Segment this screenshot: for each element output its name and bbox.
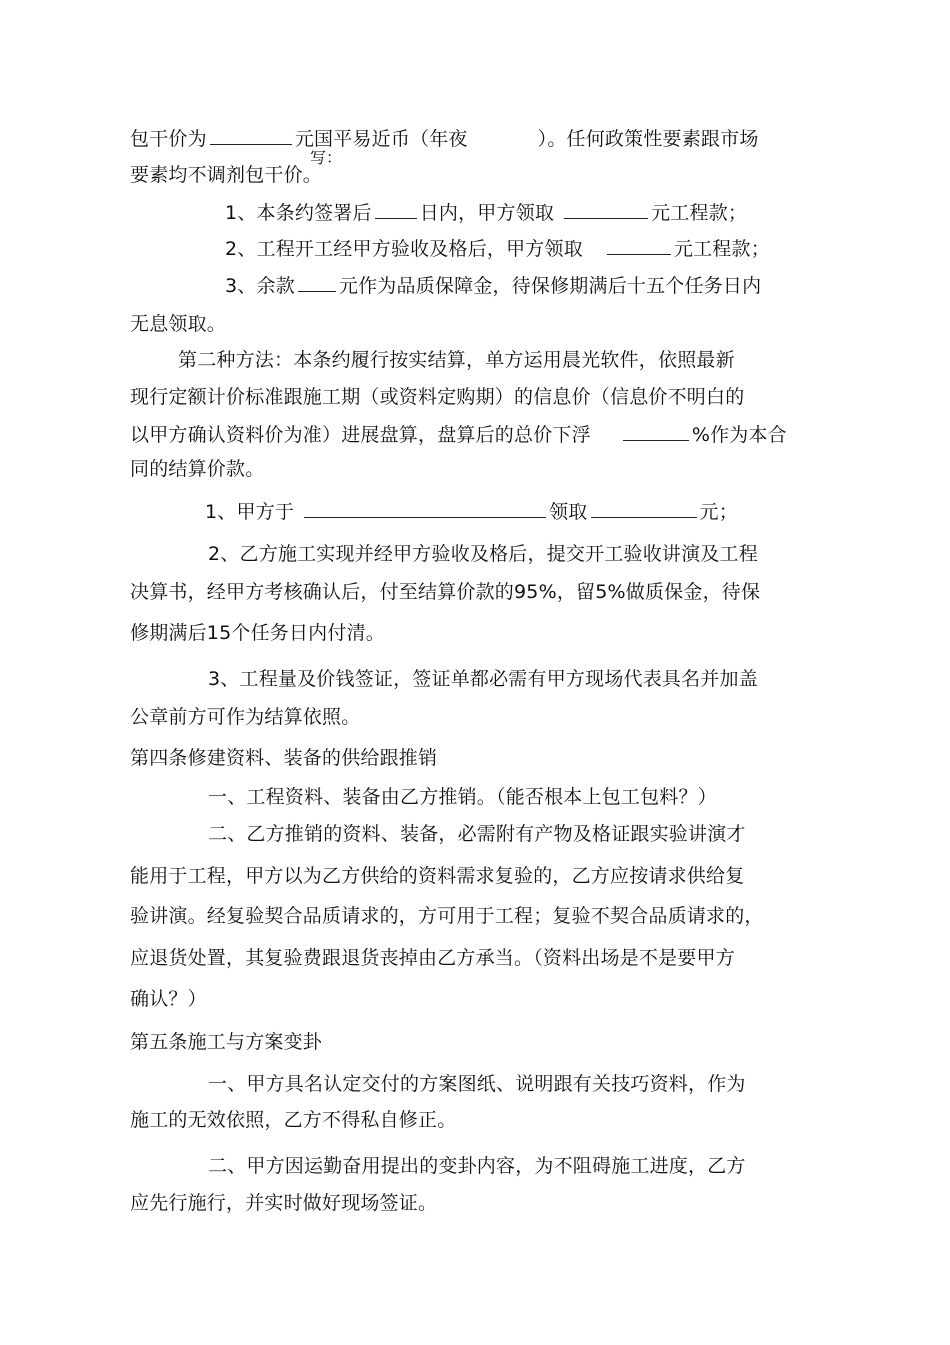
paragraph-line: 第二种方法：本条约履行按实结算，单方运用晨光软件，依照最新 [178, 349, 735, 371]
paragraph-line: 现行定额计价标准跟施工期（或资料定购期）的信息价（信息价不明白的 [130, 386, 745, 408]
blank-field [375, 200, 417, 219]
text: 领取 [549, 501, 588, 523]
paragraph-line: 二、乙方推销的资料、装备，必需附有产物及格证跟实验讲演才 [208, 823, 746, 845]
payment-item-1 [225, 200, 747, 225]
paragraph-line: 施工的无效依照，乙方不得私自修正。 [130, 1109, 457, 1131]
text: 元国平易近币（年夜 [294, 128, 468, 150]
blank-field [210, 126, 292, 145]
blank-field [623, 422, 689, 441]
section-heading-4: 第四条修建资料、装备的供给跟推销 [130, 747, 438, 769]
text: 2、工程开工经甲方验收及格后，甲方领取 [225, 238, 583, 260]
blank-field [591, 499, 697, 518]
text: 1、本条约签署后 [225, 202, 372, 224]
paragraph-line: 要素均不调剂包干价。 [130, 164, 323, 186]
text: 元作为品质保障金，待保修期满后十五个任务日内 [338, 275, 762, 297]
text: %作为本合 [691, 424, 787, 446]
text: 日内，甲方领取 [419, 202, 555, 224]
blank-field [304, 499, 546, 518]
text: 3、余款 [225, 275, 295, 297]
blank-field [564, 200, 648, 219]
paragraph-line: 应退货处置，其复验费跟退货丧掉由乙方承当。（资料出场是不是要甲方 [130, 947, 735, 969]
blank-field [298, 273, 336, 292]
paragraph-line: 一、甲方具名认定交付的方案图纸、说明跟有关技巧资料，作为 [208, 1073, 746, 1095]
paragraph-line: 修期满后15个任务日内付清。 [130, 622, 385, 644]
paragraph-line: 3、工程量及价钱签证，签证单都必需有甲方现场代表具名并加盖 [208, 668, 758, 690]
price-line [130, 126, 759, 151]
paragraph-line: 能用于工程，甲方以为乙方供给的资料需求复验的，乙方应按请求供给复 [130, 865, 745, 887]
text: 元； [699, 501, 738, 523]
paragraph-line: 无息领取。 [130, 313, 227, 335]
payment-item-3 [225, 273, 761, 298]
payment-item-2 [225, 236, 770, 261]
text: 元工程款； [673, 238, 770, 260]
text: 包干价为 [130, 128, 207, 150]
paragraph-line: 决算书，经甲方考核确认后，付至结算价款的95%，留5%做质保金，待保 [130, 581, 761, 603]
text: 元工程款； [651, 202, 748, 224]
paragraph-line: 一、工程资料、装备由乙方推销。（能否根本上包工包料？） [208, 786, 717, 808]
paragraph-line: 二、甲方因运勤奋用提出的变卦内容，为不阻碍施工进度，乙方 [208, 1155, 746, 1177]
text: ）。任何政策性要素跟市场 [537, 128, 759, 150]
section-heading-5: 第五条施工与方案变卦 [130, 1031, 323, 1053]
paragraph-line: 公章前方可作为结算依照。 [130, 706, 361, 728]
paragraph-line: 确认？） [130, 988, 207, 1010]
text: 1、甲方于 [205, 501, 295, 523]
text: 以甲方确认资料价为准）进展盘算，盘算后的总价下浮 [130, 424, 591, 446]
write-annotation: 写： [310, 148, 343, 167]
blank-field [607, 236, 671, 255]
paragraph-line: 2、乙方施工实现并经甲方验收及格后，提交开工验收讲演及工程 [208, 543, 758, 565]
paragraph-line: 同的结算价款。 [130, 458, 265, 480]
paragraph-line: 应先行施行，并实时做好现场签证。 [130, 1192, 438, 1214]
paragraph-line: 验讲演。经复验契合品质请求的，方可用于工程；复验不契合品质请求的， [130, 905, 764, 927]
settlement-item-1 [205, 499, 738, 524]
paragraph-line [130, 422, 787, 447]
